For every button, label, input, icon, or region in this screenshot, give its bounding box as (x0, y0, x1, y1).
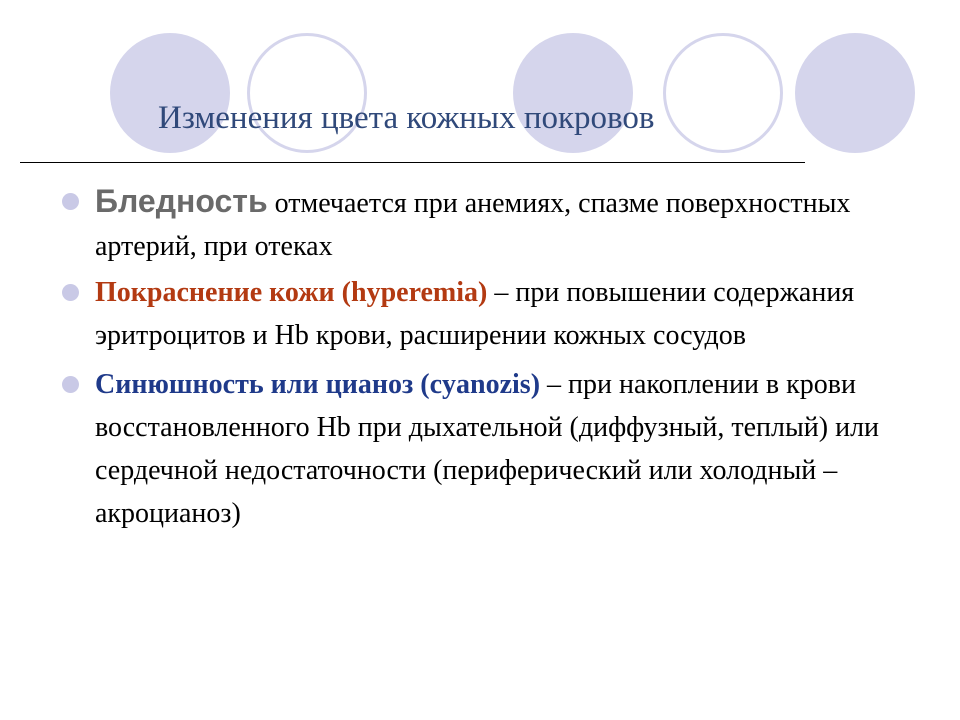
decor-circle-filled (795, 33, 915, 153)
bullet-item-hyperemia (62, 271, 922, 357)
bullet-term: Покраснение кожи (hyperemia) (95, 277, 488, 308)
bullet-text: – при накоплении в крови восстановленного Hb при дыхательной (диффузный, теплый) или сердечной недостаточности (периферический или холодный – акроцианоз) (95, 369, 880, 529)
title-divider (20, 162, 805, 163)
slide-title: Изменения цвета кожных покровов (158, 100, 655, 136)
bullet-term: Синюшность или цианоз (cyanozis) (95, 369, 541, 400)
bullet-icon (62, 284, 79, 301)
bullet-text: – при повышении содержания эритроцитов и Hb крови, расширении кожных сосудов (95, 277, 855, 351)
bullet-item-pallor (62, 180, 922, 268)
bullet-item-cyanosis (62, 363, 922, 535)
bullet-term: Бледность (95, 183, 268, 219)
bullet-icon (62, 376, 79, 393)
decor-circle-outline (663, 33, 783, 153)
bullet-text: отмечается при анемиях, спазме поверхностных артерий, при отеках (95, 188, 851, 262)
bullet-icon (62, 193, 79, 210)
bullet-list (62, 180, 922, 541)
